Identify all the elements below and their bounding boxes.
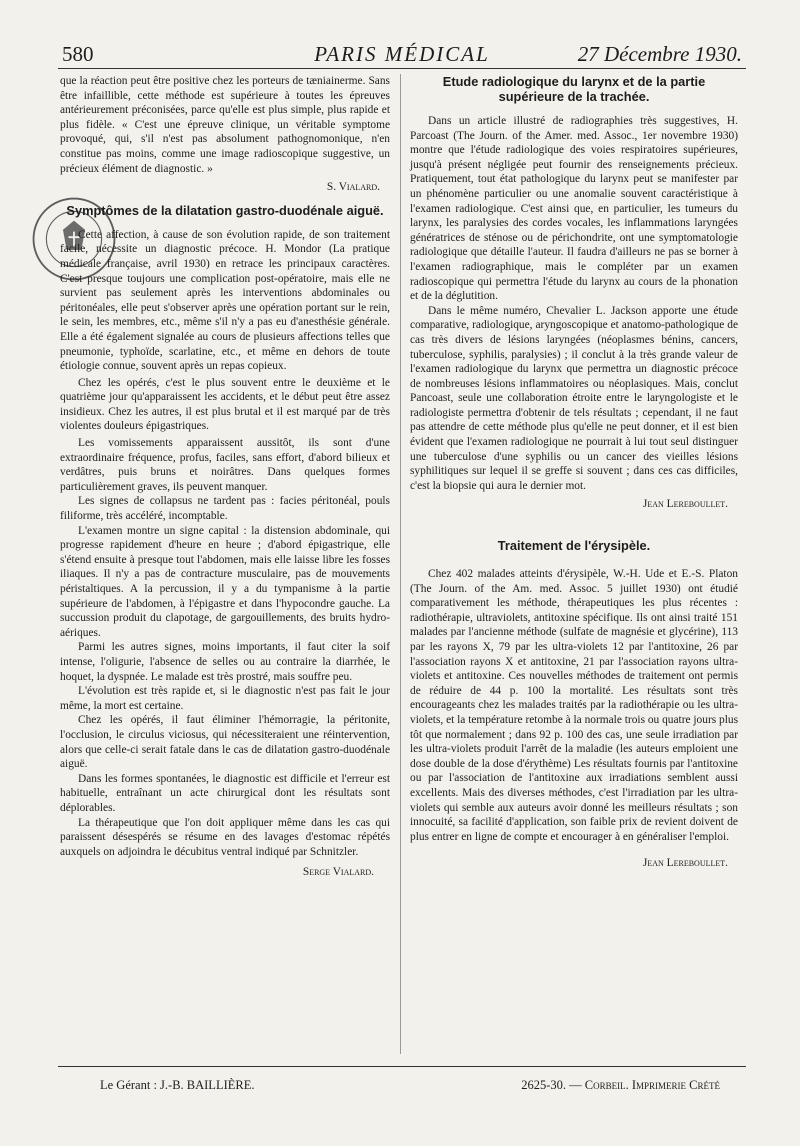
paragraph: L'examen montre un signe capital : la distension abdominale, qui progresse rapidement d'heure en heure ; d'abord épigastrique, elle s'étend ensuite à presque tout l'abdomen, mais elle laisse libre les fosses iliaques. Il n'y a pas de contracture musculaire, pas de mouvements péristaltiques. A la percussion, il y a du tympanisme à la partie supérieure de l'abdomen, à l'épigastre et dans l'hypocondre gauche. La succussion produit du clapotage, de gargouillements, des bruits hydro-aériques. (60, 524, 390, 639)
signature-vialard: Serge Vialard. (302, 866, 374, 879)
left-column (60, 74, 390, 880)
paragraph: Dans un article illustré de radiographies très suggestives, H. Parcoast (The Journ. of the Amer. med. Assoc., 1er novembre 1930) montre que l'étude radiologique des voies respiratoires supérieures, jusqu'à présent négligée peut fournir des renseignements précieux. Pratiquement, tout état pathologique du larynx peut se manifester par un phénomène particulier ou une anomalie souvent caractéristique à l'examen radiologique. C'est ainsi que, en particulier, les tumeurs du larynx, les paralysies des cordes vocales, les inflammations laryngées génératrices de sténose ou de périchondrite, ont une symptomatologie radiologique que détaille l'auteur. Il faudra d'ailleurs ne pas se borner à l'examen radiographique, mais le compléter par un examen radioscopique qui permettra l'étude du larynx au cours de la phonation et de la déglutition. (410, 115, 738, 303)
paragraph: Parmi les autres signes, moins importants, il faut citer la soif intense, l'oligurie, l'absence de selles ou au contraire la diarrhée, le hoquet, la dyspnée. Le malade est très prostré, mais souffre peu. (60, 641, 390, 683)
paragraph: Dans les formes spontanées, le diagnostic est difficile et l'erreur est habituelle, entraînant un acte chirurgical dont les résultats sont déplorables. (60, 772, 390, 814)
issue-date: 27 Décembre 1930. (577, 42, 742, 66)
printer-line: 2625-30. — Corbeil. Imprimerie Crété (521, 1078, 720, 1092)
page-header (62, 40, 742, 70)
intro-paragraph: que la réaction peut être positive chez les porteurs de tæniainerme. Sans être infaillible, cette méthode est supérieure à toutes les épreuves antérieurement préconisées, parce qu'elle est plus simple, plus rapide et plus fidèle. « C'est une épreuve clinique, un véritable symptome provoqué, qui, s'il n'est pas absolument pathognomonique, n'en constitue pas moins, comme une image radioscopique suggestive, un précieux élément de diagnostic. » (60, 75, 390, 175)
paragraph: Dans le même numéro, Chevalier L. Jackson apporte une étude comparative, radiologique, aryngoscopique et anatomo-pathologique de cas très divers de lésions laryngées (néoplasmes bénins, cancers, tuberculose, syphilis, paralysies) ; il conclut à la très grande valeur de l'examen radiologique du larynx que permettra un diagnostic précoce de nombreuses lésions inflammatoires ou néoplasiques. Mais, conclut Pancoast, seule une collaboration étroite entre le laryngologiste et le radiologiste permettra d'obtenir de tels résultats ; cependant, il ne faut pas attendre de cette méthode plus qu'elle ne peut donner, et il est bien évident que l'examen radiologique ne pourrait à lui tout seul distinguer une tuberculose d'une syphilis ou un cancer des vieilles lésions syphilitiques sur lequel il se greffe si souvent ; dans ces cas difficiles, c'est la biopsie qui aura le dernier mot. (410, 304, 738, 492)
paragraph: La thérapeutique que l'on doit appliquer même dans les cas qui paraissent désespérés se résume en des lavages d'estomac répétés auxquels on adjoindra le décubitus ventral indiqué par Schnitzler. (60, 816, 390, 858)
paragraph: Les vomissements apparaissent aussitôt, ils sont d'une extraordinaire fréquence, profus, faciles, sans effort, d'abord bilieux et verdâtres, puis bruns et noirâtres. Dans quelques formes particulièrement graves, ils peuvent manquer. (60, 437, 390, 493)
page-number: 580 (62, 42, 94, 66)
column-divider (400, 74, 401, 1054)
article-title-larynx: Etude radiologique du larynx et de la partie supérieure de la trachée. (442, 74, 706, 104)
article-title-dilatation: Symptômes de la dilatation gastro-duodénale aiguë. (66, 202, 384, 218)
paragraph: Chez 402 malades atteints d'érysipèle, W.-H. Ude et E.-S. Platon (The Journ. of the Am. med. Assoc. 5 juillet 1930) ont étudié comparativement les méthode, thérapeutiques les plus récentes : radiothérapie, ultraviolets, antitoxine spécifique. Ils ont ainsi traité 151 malades par l'ancienne méthode (sulfate de magnésie et glycérine), 113 par les rayons X, 79 par les ultra-violets 12 par l'antitoxine, 26 par l'association rayons X et antitoxine, 21 par l'association rayons ultra-violets et antitoxine. Ces nouvelles méthodes de traitement ont permis de réduire de 44 p. 100 la mortalité. Les résultats sont très encourageants chez les malades traités par la radiothérapie ou les ultra-violets, et la température retombe à la normale trois ou quatre jours plus tôt que normalement ; dans 92 p. 100 des cas, une seule irradiation par les ultra-violets produit l'arrêt de la maladie (les auteurs emploient une dose double de la dose d'érythème) Les résultats fournis par l'antitoxine ou par l'association de l'antitoxine aux irradiations semblent aussi excellents. Mais des diverses méthodes, c'est l'irradiation par les ultra-violets qui semble aux auteurs avoir donné les meilleurs résultats ; son innocuité, sa facilité d'application, son faible prix de revient doivent de plus entrer en ligne de compte et encourager à en généraliser l'emploi. (410, 568, 739, 843)
paragraph: Les signes de collapsus ne tardent pas : facies péritonéal, pouls filiforme, très accéléré, incomptable. (60, 495, 390, 523)
paragraph: L'évolution est très rapide et, si le diagnostic n'est pas fait le jour même, la mort est certaine. (60, 685, 390, 712)
paragraph: Chez les opérés, il faut éliminer l'hémorragie, la péritonite, l'occlusion, le circulus viciosus, qui nécessiteraient une réintervention, alors que celle-ci serait fatale dans le cas de dilatation gastro-duodénale aiguë. (60, 714, 390, 771)
right-column (410, 74, 738, 875)
signature-lereboullet-1: Jean Lereboullet. (642, 498, 728, 511)
journal-title: PARIS MÉDICAL (314, 42, 490, 66)
paragraph: Cette affection, à cause de son évolution rapide, de son traitement facile, nécessite un diagnostic précoce. H. Mondor (La pratique médicale française, avril 1930) en retrace les principaux caractères. C'est presque toujours une complication post-opératoire, mais elle ne survient pas seulement après les interventions abdominales ou péritonéales, elle peut s'observer après une opération portant sur le rein, le sein, les membres, etc., même s'il n'y a pas eu d'anesthésie générale. Elle a été également signalée au cours de plusieurs affections telles que pneumonie, typhoïde, scarlatine, etc., et même en dehors de toute étiologie connue, souvent après un repas copieux. (60, 228, 390, 373)
gerant-line: Le Gérant : J.-B. BAILLIÈRE. (100, 1078, 255, 1092)
intro-signature: S. Vialard. (326, 181, 380, 194)
paragraph: Chez les opérés, c'est le plus souvent entre le deuxième et le quatrième jour qu'apparaissent les accidents, et le début peut être assez insidieux. Chez les autres, il est plus brutal et il est marqué par de très violentes douleurs épigastriques. (60, 376, 390, 433)
signature-lereboullet-2: Jean Lereboullet. (642, 857, 728, 870)
article-title-erysipele: Traitement de l'érysipèle. (497, 538, 651, 554)
header-rule (58, 68, 746, 69)
footer-rule (58, 1066, 746, 1067)
